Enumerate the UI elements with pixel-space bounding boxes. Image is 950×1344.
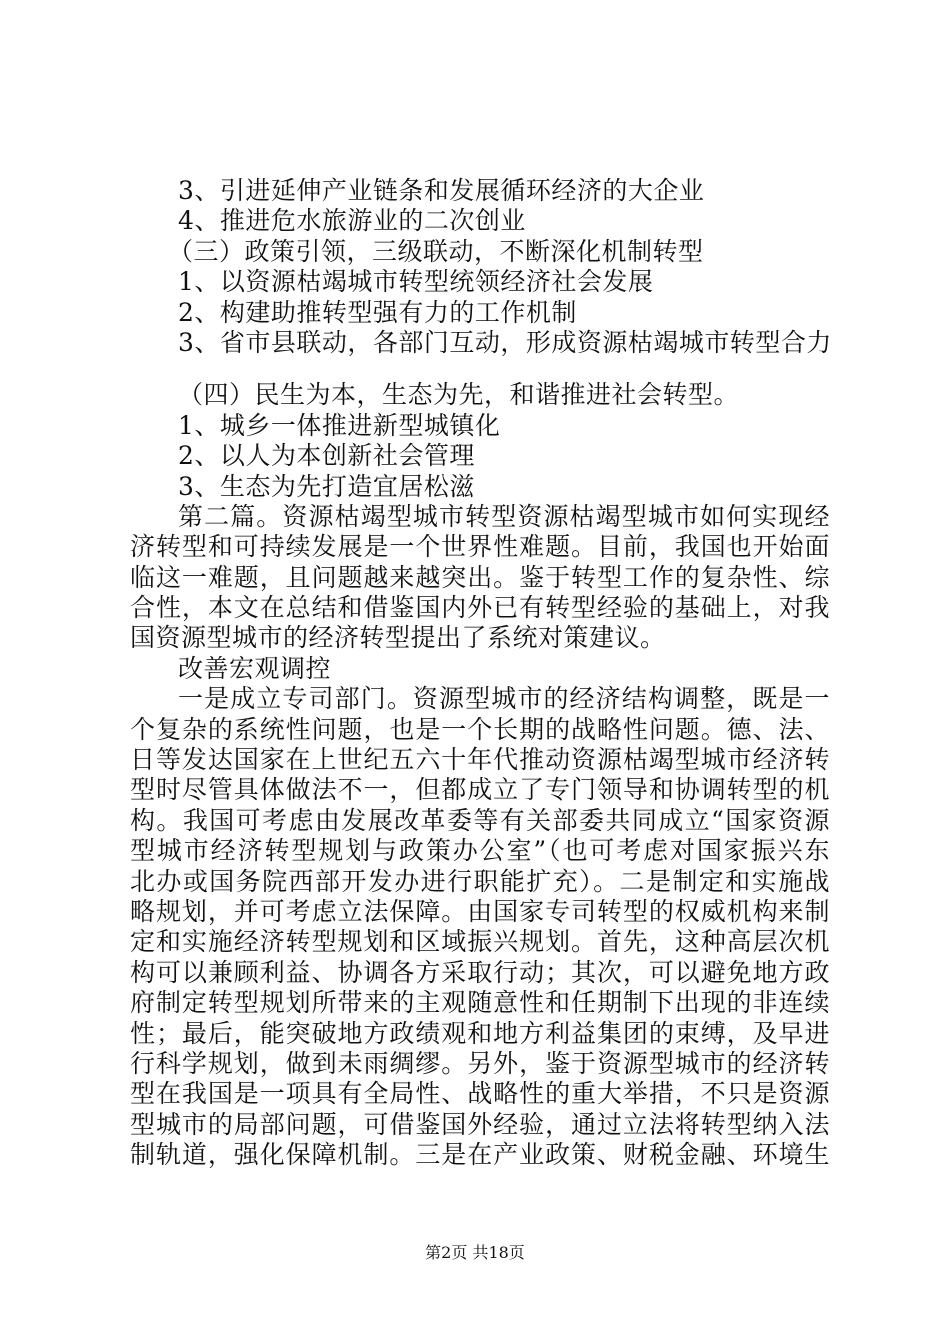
paragraph-line: 济转型和可持续发展是一个世界性难题。目前，我国也开始面 [130,532,830,562]
paragraph-line: 略规划，并可考虑立法保障。由国家专司转型的权威机构来制 [130,896,830,926]
list-item: 3、生态为先打造宜居松滋 [178,471,475,501]
paragraph-line: 型城市的局部问题，可借鉴国外经验，通过立法将转型纳入法 [130,1109,830,1139]
paragraph-line: 日等发达国家在上世纪五六十年代推动资源枯竭型城市经济转 [130,745,830,775]
subheading: 改善宏观调控 [178,653,332,683]
paragraph-line: 个复杂的系统性问题，也是一个长期的战略性问题。德、法、 [130,714,830,744]
list-item: 2、以人为本创新社会管理 [178,441,475,471]
page-footer: 第2页 共18页 [425,1243,525,1262]
paragraph-line: 府制定转型规划所带来的主观随意性和任期制下出现的非连续 [130,988,830,1018]
paragraph-line: 第二篇。资源枯竭型城市转型资源枯竭型城市如何实现经 [178,501,830,531]
spacer [130,358,830,380]
list-item: 1、城乡一体推进新型城镇化 [178,410,501,440]
paragraph-line: 北办或国务院西部开发办进行职能扩充）。二是制定和实施战 [130,866,830,896]
section-heading: （三）政策引领，三级联动，不断深化机制转型 [168,236,704,266]
paragraph-line: 构可以兼顾利益、协调各方采取行动；其次，可以避免地方政 [130,957,830,987]
document-body [130,176,830,1171]
paragraph-line: 型在我国是一项具有全局性、战略性的重大举措，不只是资源 [130,1079,830,1109]
paragraph-line: 制轨道，强化保障机制。三是在产业政策、财税金融、环境生 [130,1140,830,1170]
paragraph-line: 合性，本文在总结和借鉴国内外已有转型经验的基础上，对我 [130,593,830,623]
paragraph-line: 构。我国可考虑由发展改革委等有关部委共同成立“国家资源 [130,805,830,835]
list-item: 3、省市县联动，各部门互动，形成资源枯竭城市转型合力 [178,327,832,357]
paragraph-line: 国资源型城市的经济转型提出了系统对策建议。 [130,623,666,653]
paragraph-line: 定和实施经济转型规划和区域振兴规划。首先，这种高层次机 [130,927,830,957]
paragraph-line: 一是成立专司部门。资源型城市的经济结构调整，既是一 [178,684,830,714]
paragraph-line: 行科学规划，做到未雨绸缪。另外，鉴于资源型城市的经济转 [130,1048,830,1078]
list-item: 3、引进延伸产业链条和发展循环经济的大企业 [178,176,705,205]
list-item: 2、构建助推转型强有力的工作机制 [178,297,577,327]
list-item: 1、以资源枯竭城市转型统领经济社会发展 [178,267,654,297]
section-heading: （四）民生为本，生态为先，和谐推进社会转型。 [178,380,740,410]
paragraph-line: 型城市经济转型规划与政策办公室”（也可考虑对国家振兴东 [130,836,830,866]
paragraph-line: 临这一难题，且问题越来越突出。鉴于转型工作的复杂性、综 [130,562,830,592]
list-item: 4、推进危水旅游业的二次创业 [178,206,526,236]
paragraph-line: 性；最后，能突破地方政绩观和地方利益集团的束缚，及早进 [130,1018,830,1048]
paragraph-line: 型时尽管具体做法不一，但都成立了专门领导和协调转型的机 [130,775,830,805]
